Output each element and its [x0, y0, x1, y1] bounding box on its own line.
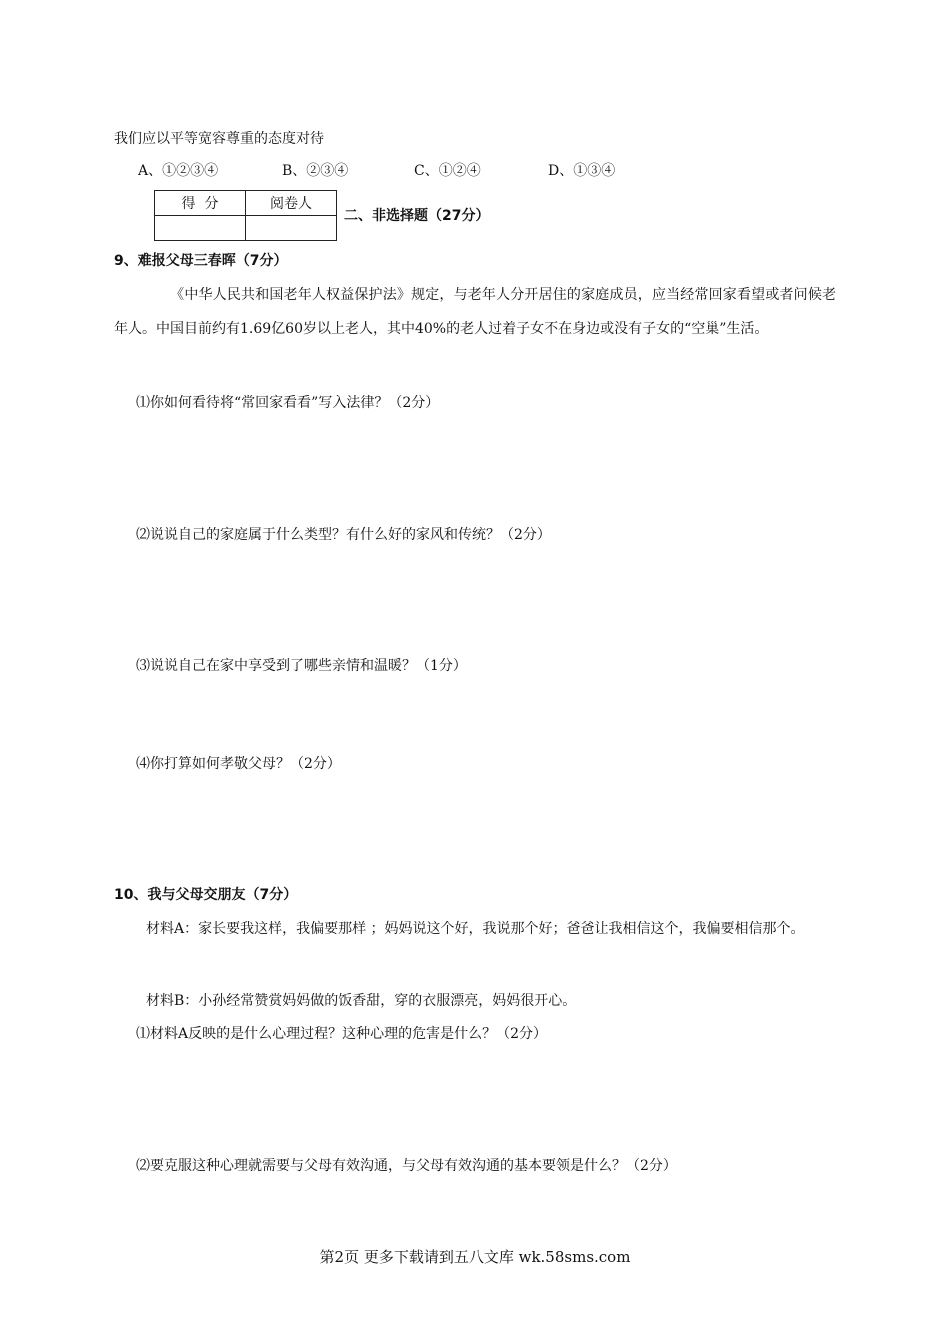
q10-material-a-text: 材料A：家长要我这样，我偏要那样 ；妈妈说这个好，我说那个好；爸爸让我相信这个，我偏要相信那个。	[146, 921, 805, 937]
option-b: B、②③④	[282, 163, 349, 179]
q9-material	[114, 278, 836, 346]
q9-material-text: 《中华人民共和国老年人权益保护法》规定，与老年人分开居住的家庭成员，应当经常回家看望或者问候老年人。中国目前约有1.69亿60岁以上老人，其中40%的老人过着子女不在身边或没有子女的“空巢”生活。	[114, 287, 836, 337]
q9-sub4: ⑷你打算如何孝敬父母？（2分）	[136, 756, 341, 772]
score-cell[interactable]	[155, 216, 246, 241]
intro-line: 我们应以平等宽容尊重的态度对待	[114, 131, 324, 147]
option-c: C、①②④	[414, 163, 481, 179]
q9-sub2: ⑵说说自己的家庭属于什么类型？有什么好的家风和传统？（2分）	[136, 527, 551, 543]
q10-title: 10、我与父母交朋友（7分）	[114, 887, 298, 903]
q10-sub2: ⑵要克服这种心理就需要与父母有效沟通，与父母有效沟通的基本要领是什么？（2分）	[136, 1158, 677, 1174]
q9-sub3: ⑶说说自己在家中享受到了哪些亲情和温暖？（1分）	[136, 658, 467, 674]
page-footer: 第2页 更多下载请到五八文库 wk.58sms.com	[319, 1248, 631, 1266]
option-a: A、①②③④	[138, 163, 219, 179]
grader-header: 阅卷人	[246, 191, 337, 216]
q9-sub1: ⑴你如何看待将“常回家看看”写入法律？（2分）	[136, 395, 440, 411]
score-header: 得 分	[155, 191, 246, 216]
section-title: 二、非选择题（27分）	[344, 208, 490, 224]
option-d: D、①③④	[548, 163, 616, 179]
q10-material-a	[114, 912, 836, 946]
q10-sub1: ⑴材料A反映的是什么心理过程？这种心理的危害是什么？（2分）	[136, 1026, 548, 1042]
q10-material-b: 材料B：小孙经常赞赏妈妈做的饭香甜，穿的衣服漂亮，妈妈很开心。	[146, 993, 577, 1009]
grader-cell[interactable]	[246, 216, 337, 241]
q9-title: 9、难报父母三春晖（7分）	[114, 253, 288, 269]
score-table	[154, 190, 337, 241]
